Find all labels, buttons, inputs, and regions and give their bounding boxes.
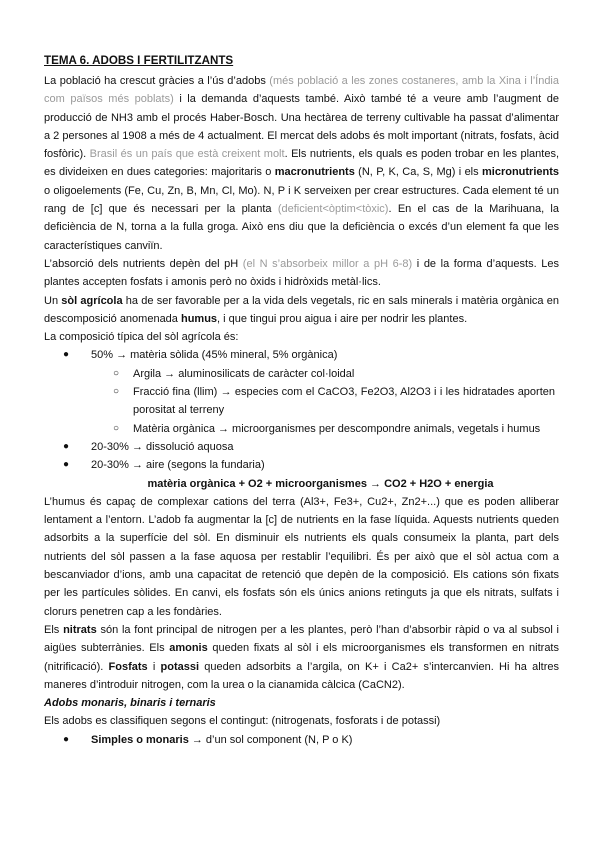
hollow-bullet-icon: ○ [113,367,120,379]
gray-note: Brasil és un país que està creixent molt [89,148,285,161]
bold-term: sòl agrícola [61,294,123,307]
bullet-icon: ● [63,349,70,361]
text: ha de ser favorable per a la vida dels vegetals, ric en sals minerals i matèria orgànica en descomposició anomenada [44,294,559,325]
list-item [44,456,559,474]
list-item [44,731,559,749]
classification-list [44,731,559,749]
composition-list [44,346,559,474]
text: La població ha crescut gràcies a l’ús d’adobs [44,75,270,87]
bullet-icon: ● [63,459,70,471]
list-item-text: 20-30% → aire (segons la fundaria) [91,459,265,472]
paragraph-nitrogen [44,621,559,694]
hollow-bullet-icon: ○ [113,422,120,434]
hollow-bullet-icon: ○ [113,386,120,398]
paragraph-intro [44,72,559,255]
list-item [44,346,559,364]
text: queden adsorbits a l’argila, on K+ i Ca2+ s’intercanvien. Hi ha altres maneres d’introduir nitrogen, com la urea o la cianamida càlcica (CaCN2). [44,660,559,691]
sub-list-item [44,420,559,438]
bullet-icon: ● [63,733,70,745]
paragraph-classification: Els adobs es classifiquen segons el contingut: (nitrogenats, fosforats i de potassi) [44,715,441,728]
document-page [44,52,559,749]
paragraph-soil [44,292,559,329]
text: . En el cas de la Marihuana, la deficiència de N, torna a la fulla groga. Això ens diu que la deficiència o excés d’un element fa que les característiques canviïn. [44,203,559,252]
text: , i que tingui prou aigua i aire per nodrir les plantes. [217,312,468,325]
list-item [44,438,559,456]
text: i de la forma d’aquests. Les plantes accepten fosfats i amonis però no òxids i hidròxids metàl·lics. [44,257,559,289]
bold-term: Simples o monaris [91,733,189,746]
bold-term: nitrats [63,623,97,636]
bold-term: Fosfats [108,660,148,673]
gray-note: (més població a les zones costaneres, amb la Xina i l’Índia com països més poblats) [44,75,559,106]
paragraph-composition-intro: La composició típica del sòl agrícola és: [44,331,239,344]
section-subheading: Adobs monaris, binaris i ternaris [44,697,216,710]
text: queden fixats al sòl i els microorganismes els transformen en nitrats (nitrificació). [44,642,559,673]
list-item-text: 20-30% → dissolució aquosa [91,440,234,453]
page-title: TEMA 6. ADOBS I FERTILITZANTS [44,54,234,67]
reaction-formula: matèria orgànica + O2 + microorganismes → CO2 + H2O + energia [147,477,494,490]
bold-term: potassi [160,660,200,673]
bold-term: micronutrients [481,166,559,179]
sub-list-item [44,365,559,383]
text: i [147,660,161,673]
bold-term: humus [180,312,218,325]
text: o oligoelements (Fe, Cu, Zn, B, Mn, Cl, Mo). N, P i K serveixen per crear estructures. Cada element té un rang de [c] que és necessari per la planta [44,184,559,216]
list-item-text: Fracció fina (llim) → especies com el CaCO3, Fe2O3, Al2O3 i i les hidratades aporten porositat al terreny [133,386,555,417]
text: (N, P, K, Ca, S, Mg) i els [354,166,482,179]
bold-term: amonis [169,642,208,655]
list-item-text: 50% → matèria sòlida (45% mineral, 5% orgànica) [91,349,338,362]
text: i la demanda d’aquests també. Això també té a veure amb l’augment de producció de NH3 amb el procés Haber-Bosch. Una hectàrea de terreny cultivable ha passat d’alimentar a 2 persones al 1908 a més de 4 actualment. El mercat dels adobs és molt important (nitrats, fosfats, àcid fosfòric). [44,93,559,161]
paragraph-absorption [44,255,559,292]
bullet-icon: ● [63,440,70,452]
list-item-text: Argila → aluminosilicats de caràcter col·loidal [133,367,355,380]
text: L’absorció dels nutrients depèn del pH [44,257,243,270]
paragraph-humus: L’humus és capaç de complexar cations del terra (Al3+, Fe3+, Cu2+, Zn2+...) que es poden alliberar lentament a l’entorn. L’adob fa augmentar la [c] de nutrients en la fase líquida. Aquests nutrients queden adsorbits a la superfície del sòl. En disminuir els nutrients els quals consumeix la planta, part dels nutrients del sòl passen a la fase aquosa per restablir l’equilibri. És per això que el sòl actua com a bescanviador d’ions, amb una capacitat de retenció que depèn de la composició. Els cations són fixats per les partícules sòlides. En canvi, els fosfats són els únics anions retinguts ja que els nitrats, sulfats i clorurs penetren cap a les fondàries. [44,495,559,618]
text: . Els nutrients, els quals es poden trobar en les plantes, es divideixen en dues categories: majoritaris o [44,148,559,179]
text: Un [44,294,62,307]
text: són la font principal de nitrogen per a les plantes, però l’han d’absorbir ràpid o va al subsol i aigües subterrànies. Els [44,623,560,655]
list-item-text: Matèria orgànica → microorganismes per descompondre animals, vegetals i humus [133,422,541,435]
bold-term: macronutrients [274,166,355,179]
gray-note: (el N s’absorbeix millor a pH 6-8) [242,257,413,270]
list-item-text: → d’un sol component (N, P o K) [188,733,353,746]
gray-note: (deficient<òptim<tòxic) [277,203,389,216]
sub-list-item [44,383,559,420]
text: Els [44,623,64,636]
